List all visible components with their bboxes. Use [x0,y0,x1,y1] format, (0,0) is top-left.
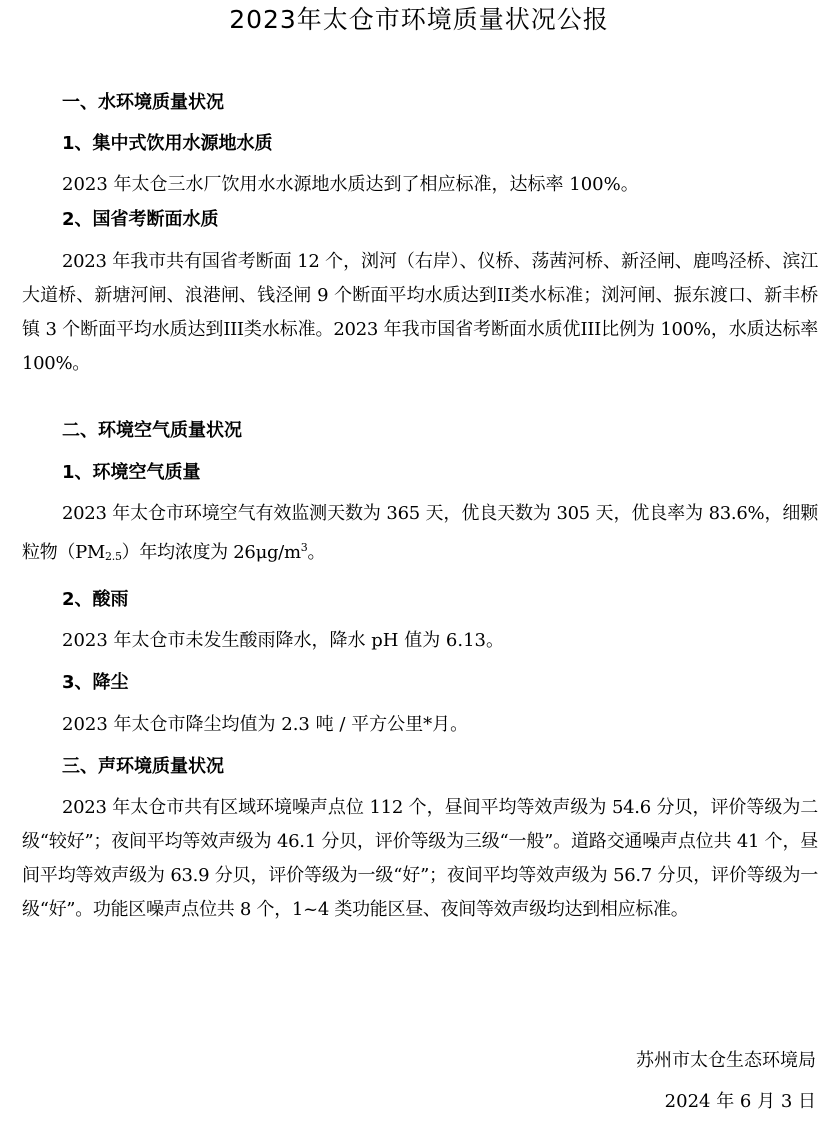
air-quality-text-after: 。 [307,542,326,563]
section-air-heading: 二、环境空气质量状况 [62,420,242,441]
national-sections-heading: 2、国省考断面水质 [62,209,219,230]
acid-rain-heading: 2、酸雨 [62,589,129,610]
air-quality-heading: 1、环境空气质量 [62,462,201,483]
section-noise-heading: 三、声环境质量状况 [62,756,224,777]
issuer-signature: 苏州市太仓生态环境局 [636,1050,816,1071]
issue-date: 2024 年 6 月 3 日 [664,1091,816,1112]
dust-paragraph: 2023 年太仓市降尘均值为 2.3 吨 / 平方公里*月。 [62,714,469,735]
drinking-water-heading: 1、集中式饮用水源地水质 [62,133,273,154]
dust-heading: 3、降尘 [62,672,129,693]
pm-subscript: 2.5 [105,550,122,563]
noise-paragraph: 2023 年太仓市共有区域环境噪声点位 112 个，昼间平均等效声级为 54.6 分贝，评价等级为二级“较好”；夜间平均等效声级为 46.1 分贝，评价等级为三级“一般”。道路交通噪声点位共 41 个，昼间平均等效声级为 63.9 分贝，评价等级为一级“好”；夜间平均等效声级为 56.7 分贝，评价等级为一级“好”。功能区噪声点位共 8 个，1~4 类功能区昼、夜间等效声级均达到相应标准。 [22,797,818,920]
air-quality-paragraph [22,497,818,574]
section-water-heading: 一、水环境质量状况 [62,92,224,113]
national-sections-paragraph: 2023 年我市共有国省考断面 12 个，浏河（右岸）、仪桥、荡茜河桥、新泾闸、鹿鸣泾桥、滨江大道桥、新塘河闸、浪港闸、钱泾闸 9 个断面平均水质达到II类水标准；浏河闸、振东渡口、新丰桥镇 3 个断面平均水质达到III类水标准。2023 年我市国省考断面水质优III比例为 100%，水质达标率 100%。 [22,251,818,374]
drinking-water-paragraph: 2023 年太仓三水厂饮用水水源地水质达到了相应标准，达标率 100%。 [62,174,639,195]
unit-superscript: 3 [300,541,308,554]
document-title: 2023年太仓市环境质量状况公报 [229,5,609,34]
air-quality-text-before: 2023 年太仓市环境空气有效监测天数为 365 天，优良天数为 305 天，优良率为 83.6%，细颗粒物（PM [22,503,818,563]
air-quality-text-middle: ）年均浓度为 26μg/m [121,542,301,563]
acid-rain-paragraph: 2023 年太仓市未发生酸雨降水，降水 pH 值为 6.13。 [62,630,504,651]
